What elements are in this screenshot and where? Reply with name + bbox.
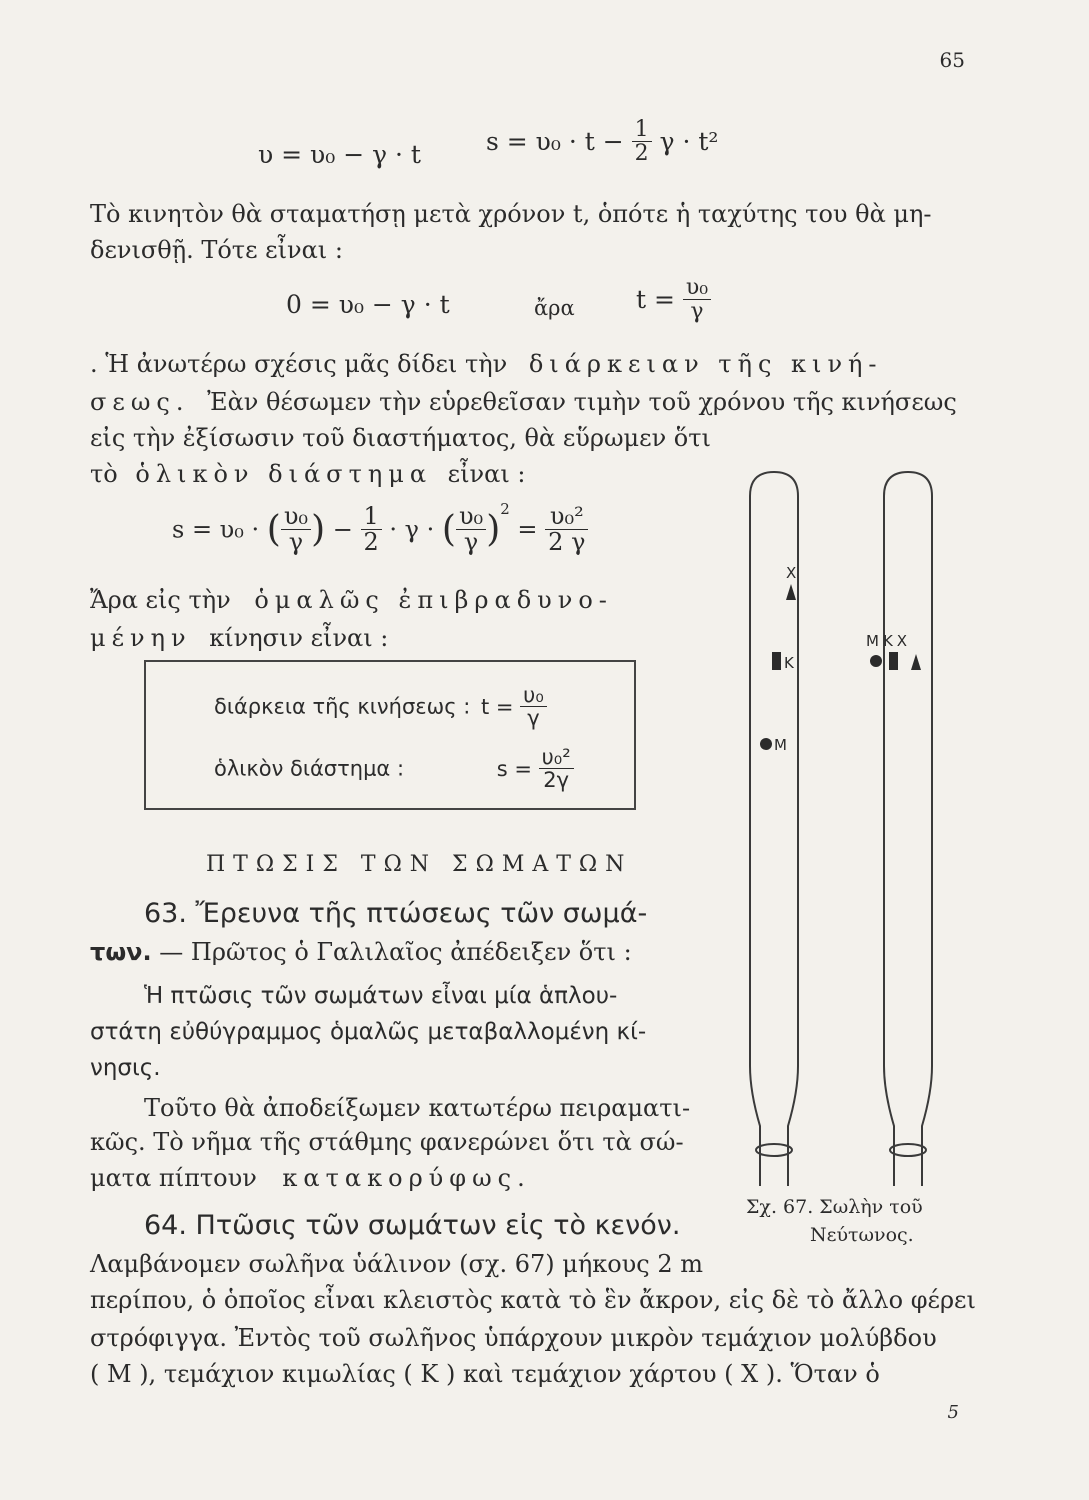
box-distance-label: ὁλικὸν διάστημα : <box>214 756 405 781</box>
right-paper-piece <box>911 654 921 670</box>
law-line-1: Ἡ πτῶσις τῶν σωμάτων εἶναι μία ἁπλου- <box>144 983 618 1009</box>
left-chalk-piece <box>772 652 781 670</box>
big-eq-lhs: s = υ₀ · <box>172 515 260 544</box>
big-eq-fraction-1 <box>281 501 311 556</box>
result-box <box>144 660 636 810</box>
half-denominator: 2 <box>634 141 649 167</box>
left-label-m: Μ <box>774 736 787 754</box>
left-stopcock <box>756 1144 792 1156</box>
section-63-p-line-1: Τοῦτο θὰ ἀποδείξωμεν κατωτέρω πειραματι- <box>144 1094 691 1122</box>
section-63-title-bold: των. <box>90 938 152 966</box>
section-63-title-rest: — Πρῶτος ὁ Γαλιλαῖος ἀπέδειξεν ὅτι : <box>159 938 632 966</box>
term-uniformly-decelerated: ὁμαλῶς ἐπιβραδυνο- <box>254 586 613 614</box>
box-duration-fraction <box>520 684 547 729</box>
paragraph-2-line-4-c: εἶναι : <box>447 460 526 488</box>
right-chalk-piece <box>889 652 898 670</box>
big-eq-minus: − <box>332 515 353 544</box>
paragraph-3-line-2 <box>90 620 388 656</box>
box-distance-den: 2γ <box>543 768 570 793</box>
term-vertically: κατακορύφως. <box>282 1164 531 1192</box>
paragraph-2-line-2-b: Ἐὰν θέσωμεν τὴν εὑρεθεῖσαν τιμὴν τοῦ χρόνου τῆς κινήσεως <box>207 388 957 416</box>
big-eq-f1-den: γ <box>288 528 304 556</box>
box-duration-num: υ₀ <box>520 684 547 707</box>
big-eq-f4-den: 2 γ <box>548 528 586 556</box>
ara-word: ἄρα <box>534 296 575 320</box>
newton-tube-figure <box>736 466 958 1186</box>
time-numerator: υ₀ <box>683 276 711 300</box>
big-eq-fraction-4 <box>545 501 588 556</box>
distance-equation <box>486 118 718 165</box>
paragraph-3-line-2-a: μένην <box>90 624 192 652</box>
paragraph-2-line-3: εἰς τὴν ἐξίσωσιν τοῦ διαστήματος, θὰ εὕρωμεν ὅτι <box>90 424 711 452</box>
box-row-distance <box>214 746 574 791</box>
time-fraction <box>683 276 711 323</box>
law-line-3: νησις. <box>90 1055 161 1081</box>
time-denominator: γ <box>690 299 704 325</box>
big-eq-gamma: · γ · <box>389 515 435 544</box>
section-63-p-line-2: κῶς. Τὸ νῆμα τῆς στάθμης φανερώνει ὅτι τὰ σώ- <box>90 1128 684 1156</box>
paragraph-3-line-1-a: Ἄρα εἰς τὴν <box>90 586 231 614</box>
section-63-title-line-2 <box>90 934 632 970</box>
right-stopcock <box>890 1144 926 1156</box>
section-63-title-line-1: 63. Ἔρευνα τῆς πτώσεως τῶν σωμά- <box>144 898 648 929</box>
velocity-equation: υ = υ₀ − γ · t <box>258 140 421 169</box>
section-64-line-4: ( Μ ), τεμάχιον κιμωλίας ( Κ ) καὶ τεμάχιον χάρτου ( Χ ). Ὅταν ὁ <box>90 1360 880 1388</box>
section-heading: ΠΤΩΣΙΣ ΤΩΝ ΣΩΜΑΤΩΝ <box>206 852 633 877</box>
left-label-x: Χ <box>786 564 797 582</box>
law-line-2: στάτη εὐθύγραμμος ὁμαλῶς μεταβαλλομένη κί- <box>90 1019 647 1045</box>
right-lead-piece <box>870 655 882 667</box>
paragraph-3-line-1 <box>90 582 613 618</box>
newton-tube-drawing <box>736 466 958 1186</box>
big-eq-fraction-2 <box>361 501 382 556</box>
distance-equation-lhs: s = υ₀ · t − <box>486 127 624 157</box>
paragraph-2-line-4 <box>90 456 525 492</box>
total-distance-equation <box>172 500 588 555</box>
zero-equation: 0 = υ₀ − γ · t <box>286 290 450 319</box>
page-number: 65 <box>939 48 965 72</box>
paragraph-1-line-2: δενισθῇ. Τότε εἶναι : <box>90 236 343 264</box>
footer-signature-number: 5 <box>947 1402 959 1423</box>
paragraph-2-line-2-a: σεως. <box>90 388 190 416</box>
section-64-line-3: στρόφιγγα. Ἐντὸς τοῦ σωλῆνος ὑπάρχουν μικρὸν τεμάχιον μολύβδου <box>90 1324 937 1352</box>
time-equation-lhs: t = <box>636 285 675 315</box>
big-eq-f1-num: υ₀ <box>281 504 311 530</box>
section-63-p-line-3-a: ματα πίπτουν <box>90 1164 257 1192</box>
big-eq-f2-den: 2 <box>363 528 379 556</box>
right-paren-1: ) <box>311 509 326 550</box>
paragraph-2-line-4-a: τὸ <box>90 460 118 488</box>
left-label-k: Κ <box>784 654 794 672</box>
paragraph-2-line-1 <box>90 346 883 382</box>
figure-caption-line-2: Νεύτωνος. <box>810 1224 914 1246</box>
section-64-title: 64. Πτῶσις τῶν σωμάτων εἰς τὸ κενόν. <box>144 1210 681 1241</box>
box-duration-label: διάρκεια τῆς κινήσεως : <box>214 694 471 719</box>
big-eq-fraction-3 <box>456 501 486 556</box>
left-paper-piece <box>786 584 796 600</box>
paragraph-2-line-1-a: . Ἡ ἀνωτέρω σχέσις μᾶς δίδει τὴν <box>90 350 508 378</box>
paragraph-2-line-2 <box>90 384 957 420</box>
big-eq-square: 2 <box>500 500 510 518</box>
section-64-line-2: περίπου, ὁ ὁποῖος εἶναι κλειστὸς κατὰ τὸ ἓν ἄκρον, εἰς δὲ τὸ ἄλλο φέρει <box>90 1286 976 1314</box>
left-paren-2: ( <box>441 509 456 550</box>
left-paren-1: ( <box>266 509 281 550</box>
term-total-distance: ὁλικὸν διάστημα <box>135 460 433 488</box>
half-fraction <box>632 118 652 165</box>
big-eq-f2-num: 1 <box>361 504 382 530</box>
box-distance-fraction <box>539 746 574 791</box>
figure-caption-line-1: Σχ. 67. Σωλὴν τοῦ <box>746 1196 923 1218</box>
box-duration-den: γ <box>527 706 540 731</box>
paragraph-1-line-1: Τὸ κινητὸν θὰ σταματήσῃ μετὰ χρόνον t, ὁπότε ἡ ταχύτης του θὰ μη- <box>90 200 932 228</box>
distance-equation-rhs: γ · t² <box>659 127 719 157</box>
right-paren-2: ) <box>486 509 501 550</box>
big-eq-f3-num: υ₀ <box>456 504 486 530</box>
left-lead-piece <box>760 738 772 750</box>
box-duration-lhs: t = <box>480 694 514 719</box>
box-row-duration <box>214 684 547 729</box>
big-eq-f4-num: υ₀² <box>545 504 588 530</box>
time-equation <box>636 276 711 323</box>
box-distance-lhs: s = <box>496 756 532 781</box>
section-63-p-line-3 <box>90 1160 531 1196</box>
right-label-mkx: ΜΚΧ <box>866 632 912 650</box>
right-tube-outline <box>884 472 932 1186</box>
box-distance-num: υ₀² <box>539 746 574 769</box>
big-eq-f3-den: γ <box>463 528 479 556</box>
big-eq-equals: = <box>517 515 538 544</box>
paragraph-3-line-2-b: κίνησιν εἶναι : <box>209 624 389 652</box>
half-numerator: 1 <box>632 118 652 142</box>
section-64-line-1: Λαμβάνομεν σωλῆνα ὑάλινον (σχ. 67) μήκους 2 m <box>90 1250 703 1278</box>
term-duration: διάρκειαν τῆς κινή- <box>528 350 883 378</box>
